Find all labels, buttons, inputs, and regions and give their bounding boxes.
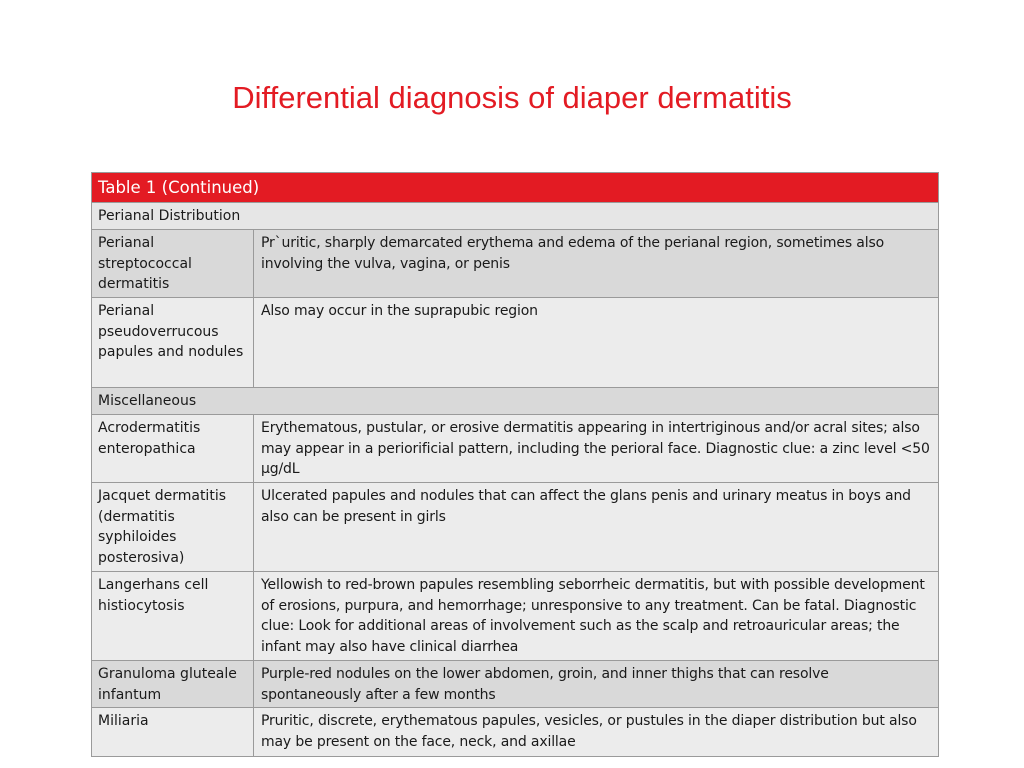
- description-cell: Erythematous, pustular, or erosive dermatitis appearing in intertriginous and/or acral sites; also may appear in a periorificial pattern, including the perioral face. Diagnostic clue: a zinc level <50 µg/dL: [261, 420, 930, 477]
- description-cell: Purple-red nodules on the lower abdomen, groin, and inner thighs that can resolve spontaneously after a few months: [261, 666, 829, 703]
- description-cell: Also may occur in the suprapubic region: [261, 303, 538, 319]
- table-row: [92, 415, 938, 483]
- term-cell: Langerhans cell histiocytosis: [92, 572, 254, 660]
- table-row: [92, 572, 938, 661]
- term-cell: Jacquet dermatitis (dermatitis syphiloides posterosiva): [92, 483, 254, 571]
- diagnosis-table: [91, 172, 939, 757]
- description-cell: Pruritic, discrete, erythematous papules, vesicles, or pustules in the diaper distribution but also may be present on the face, neck, and axillae: [261, 713, 917, 750]
- description-cell: Pr`uritic, sharply demarcated erythema and edema of the perianal region, sometimes also involving the vulva, vagina, or penis: [261, 235, 885, 272]
- table-row: [92, 661, 938, 708]
- table-row: [92, 298, 938, 388]
- term-cell: Miliaria: [92, 708, 254, 756]
- table-row: [92, 708, 938, 756]
- description-cell: Yellowish to red-brown papules resembling seborrheic dermatitis, but with possible development of erosions, purpura, and hemorrhage; unresponsive to any treatment. Can be fatal. Diagnostic clue: Look for additional areas of involvement such as the scalp and retroauricular areas; the infant may also have clinical diarrhea: [261, 577, 925, 655]
- description-cell: Ulcerated papules and nodules that can affect the glans penis and urinary meatus in boys and also can be present in girls: [261, 488, 911, 525]
- term-cell: Perianal streptococcal dermatitis: [92, 230, 254, 297]
- section-row-perianal: Perianal Distribution: [92, 203, 938, 230]
- table-row: [92, 483, 938, 572]
- term-cell: Perianal pseudoverrucous papules and nodules: [92, 298, 254, 387]
- term-cell: Granuloma gluteale infantum: [92, 661, 254, 707]
- term-cell: Acrodermatitis enteropathica: [92, 415, 254, 482]
- section-row-miscellaneous: Miscellaneous: [92, 388, 938, 415]
- slide-title: Differential diagnosis of diaper dermatitis: [232, 80, 792, 115]
- table-row: [92, 230, 938, 298]
- table-header: Table 1 (Continued): [92, 173, 938, 203]
